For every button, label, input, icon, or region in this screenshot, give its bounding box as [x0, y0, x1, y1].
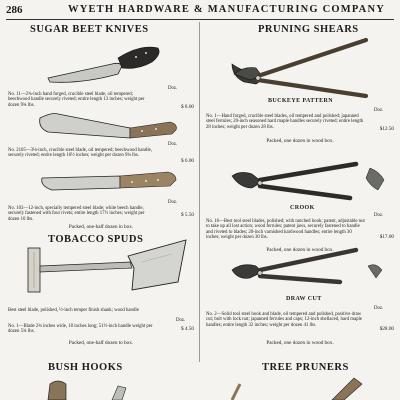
pruning-shears-title: PRUNING SHEARS: [258, 24, 359, 35]
bush-hooks-title: BUSH HOOKS: [48, 362, 123, 373]
tree-pruners-title: TREE PRUNERS: [262, 362, 349, 373]
crook-shears-illustration: [232, 164, 384, 198]
spud-material-note: Best steel blade, polished, ½-inch temper finish shank; wood handle: [8, 308, 139, 313]
knife-2-description: No. 2105—3⅛-inch, crucible steel blade, oil tempered; beechwood handle, securely riveted; entire length 16½ inches; weight per dozen 9¾ lbs.: [8, 148, 152, 159]
buckeye-pattern-label: BUCKEYE PATTERN: [268, 98, 333, 104]
spud-description: No. 1—Blade 2¾ inches wide, 18 inches long; 51½-inch handle weight per dozen 5¾ lbs.: [8, 324, 153, 335]
tobacco-spuds-title: TOBACCO SPUDS: [48, 234, 144, 245]
draw-cut-doz-label: Doz.: [374, 306, 384, 311]
spud-price: $ 4.50: [181, 326, 194, 332]
company-name: WYETH HARDWARE & MANUFACTURING COMPANY: [68, 4, 386, 15]
knife-1-doz-label: Doz.: [168, 86, 178, 91]
knife-3-price: $ 5.50: [181, 212, 194, 218]
buckeye-packing-note: Packed, one dozen in wood box.: [266, 138, 334, 144]
knife-1-price: $ 8.00: [181, 104, 194, 110]
knife-2-price: $ 6.00: [181, 158, 194, 164]
knife-3-description: No. 103—12-inch, specially tempered steel blade; white beech handle, securely fastened with four rivets; entire length 17½ inches; weight per dozen 10 lbs.: [8, 206, 145, 222]
buckeye-price: $12.50: [379, 126, 394, 132]
page-number: 286: [6, 4, 23, 16]
buckeye-description: No. 1—Hand forged, crucible steel blades, oil tempered and polished; japanned steel ferrules; 20-inch seasoned hard maple handles securely riveted; entire length 28 inches; weight per dozen 28 lbs.: [206, 114, 364, 130]
crook-label: CROOK: [290, 205, 315, 211]
bush-hook-illustration: [48, 381, 126, 400]
beet-knife-3-illustration: [42, 172, 176, 190]
draw-cut-description: No. 2—Solid tool steel hook and blade, oil tempered and polished, positive draw cut; bolt with lock nut; japanned ferrules and caps; 12-inch shellaced, hard maple handles; entire length 32 inches; weight per dozen 41 lbs.: [206, 312, 362, 328]
knife-2-doz-label: Doz.: [168, 142, 178, 147]
crook-description: No. 16—Best tool steel blades, polished; with notched hook; patent, adjustable nut to take up all lost action; wood ferrules; patent jaws, securely fastened to handle and riveted to blades; 20-inch varnished hardwood handles; entire length 30 inches; weight per dozen 30 lbs.: [206, 219, 365, 241]
crook-price: $17.00: [379, 234, 394, 240]
draw-cut-shears-illustration: [232, 250, 382, 282]
sugar-beet-knives-title: SUGAR BEET KNIVES: [30, 24, 149, 35]
draw-cut-packing-note: Packed, one dozen in wood box.: [266, 340, 334, 346]
buckeye-shears-illustration: [232, 40, 366, 96]
tobacco-spud-illustration: [28, 240, 186, 292]
knife-1-description: No. 11—2¾-inch hand forged, crucible steel blade, oil tempered; beechwood handle securely riveted; entire length 13 inches; weight per dozen 9¾ lbs.: [8, 92, 145, 108]
spud-packing-note: Packed, one-half dozen to box.: [68, 340, 134, 346]
crook-doz-label: Doz.: [374, 213, 384, 218]
knife-packing-note: Packed, one-half dozen in box.: [68, 224, 134, 230]
knife-3-doz-label: Doz.: [168, 200, 178, 205]
spud-doz-label: Doz.: [176, 318, 186, 323]
tree-pruner-illustration: [232, 378, 362, 400]
buckeye-doz-label: Doz.: [374, 108, 384, 113]
crook-packing-note: Packed, one dozen in wood box.: [266, 247, 334, 253]
draw-cut-label: DRAW CUT: [286, 296, 322, 302]
beet-knife-2-illustration: [40, 114, 177, 139]
beet-knife-1-illustration: [48, 47, 159, 82]
draw-cut-price: $28.00: [379, 326, 394, 332]
